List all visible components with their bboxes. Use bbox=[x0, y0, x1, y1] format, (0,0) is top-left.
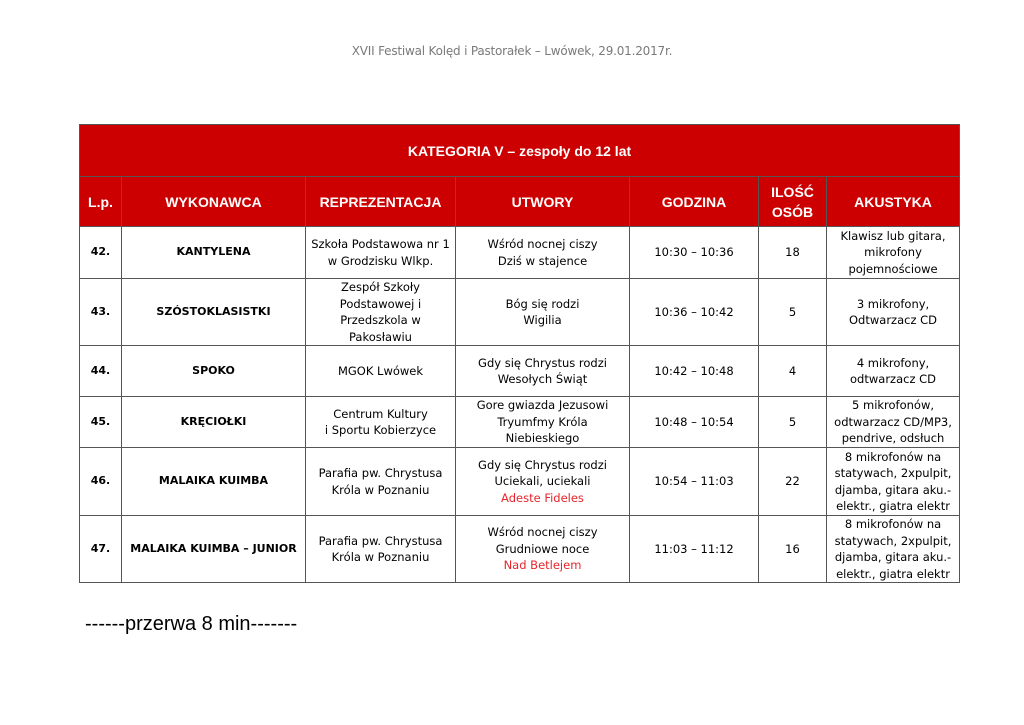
cell-representation bbox=[306, 516, 456, 583]
acoustics-line: elektr., giatra elektr bbox=[836, 499, 950, 513]
cell-songs bbox=[456, 279, 630, 346]
table-row bbox=[80, 279, 960, 346]
cell-performer: MALAIKA KUIMBA – JUNIOR bbox=[122, 516, 306, 583]
acoustics-line: odtwarzacz CD/MP3, bbox=[834, 414, 952, 429]
acoustics-line: 5 mikrofonów, bbox=[852, 398, 935, 413]
cell-time: 11:03 – 11:12 bbox=[630, 516, 759, 583]
rep-line: Króla w Poznaniu bbox=[331, 482, 430, 497]
column-header-row bbox=[80, 177, 960, 227]
cell-acoustics bbox=[827, 346, 960, 397]
cell-performer: KANTYLENA bbox=[122, 227, 306, 279]
category-title: KATEGORIA V – zespoły do 12 lat bbox=[80, 125, 960, 177]
table-row bbox=[80, 448, 960, 516]
rep-line: Parafia pw. Chrystusa bbox=[318, 466, 443, 480]
rep-line: w Grodzisku Wlkp. bbox=[327, 253, 434, 268]
cell-songs bbox=[456, 346, 630, 397]
cell-time: 10:48 – 10:54 bbox=[630, 397, 759, 448]
table-row bbox=[80, 227, 960, 279]
cell-songs bbox=[456, 227, 630, 279]
song-line: Gore gwiazda Jezusowi bbox=[476, 398, 609, 413]
acoustics-line: Odtwarzacz CD bbox=[849, 313, 938, 327]
cell-persons: 5 bbox=[759, 279, 827, 346]
col-header-lp: L.p. bbox=[80, 177, 122, 227]
song-line: Wśród nocnej ciszy bbox=[487, 237, 598, 251]
song-line-highlighted: Nad Betlejem bbox=[503, 558, 582, 573]
song-line: Gdy się Chrystus rodzi bbox=[478, 355, 607, 370]
cell-acoustics bbox=[827, 516, 960, 583]
acoustics-line: 8 mikrofonów na bbox=[844, 517, 942, 531]
cell-lp: 43. bbox=[80, 279, 122, 346]
cell-acoustics bbox=[827, 227, 960, 279]
cell-acoustics bbox=[827, 279, 960, 346]
song-line: Wśród nocnej ciszy bbox=[487, 525, 598, 540]
cell-time: 10:54 – 11:03 bbox=[630, 448, 759, 516]
acoustics-line: 3 mikrofony, bbox=[856, 296, 930, 311]
cell-songs bbox=[456, 516, 630, 583]
table-row bbox=[80, 516, 960, 583]
cell-performer: SPOKO bbox=[122, 346, 306, 397]
cell-performer: SZÓSTOKLASISTKI bbox=[122, 279, 306, 346]
acoustics-line: 4 mikrofony, bbox=[856, 355, 930, 370]
col-header-representation: REPREZENTACJA bbox=[306, 177, 456, 227]
category-row bbox=[80, 125, 960, 177]
cell-lp: 44. bbox=[80, 346, 122, 397]
break-note: ------przerwa 8 min------- bbox=[85, 613, 298, 635]
cell-lp: 45. bbox=[80, 397, 122, 448]
rep-line: Króla w Poznaniu bbox=[331, 550, 430, 564]
cell-time: 10:30 – 10:36 bbox=[630, 227, 759, 279]
acoustics-line: mikrofony bbox=[864, 245, 922, 260]
rep-line: Parafia pw. Chrystusa bbox=[318, 533, 443, 548]
acoustics-line: statywach, 2xpulpit, bbox=[834, 466, 952, 480]
song-line: Dziś w stajence bbox=[497, 253, 588, 268]
cell-songs bbox=[456, 397, 630, 448]
acoustics-line: djamba, gitara aku.- bbox=[834, 482, 952, 497]
acoustics-line: djamba, gitara aku.- bbox=[834, 550, 952, 564]
cell-lp: 46. bbox=[80, 448, 122, 516]
cell-representation bbox=[306, 448, 456, 516]
cell-acoustics bbox=[827, 397, 960, 448]
table-row bbox=[80, 346, 960, 397]
song-line-highlighted: Adeste Fideles bbox=[501, 490, 584, 505]
cell-persons: 4 bbox=[759, 346, 827, 397]
cell-lp: 47. bbox=[80, 516, 122, 583]
acoustics-line: Klawisz lub gitara, bbox=[840, 228, 946, 243]
song-line: Grudniowe noce bbox=[495, 541, 590, 556]
cell-persons: 22 bbox=[759, 448, 827, 516]
song-line: Gdy się Chrystus rodzi bbox=[478, 457, 607, 472]
acoustics-line: statywach, 2xpulpit, bbox=[834, 533, 952, 548]
cell-performer: MALAIKA KUIMBA bbox=[122, 448, 306, 516]
rep-line: i Sportu Kobierzyce bbox=[324, 423, 437, 437]
page-header: XVII Festiwal Kolęd i Pastorałek – Lwówek, 29.01.2017r. bbox=[351, 44, 673, 58]
acoustics-line: pendrive, odsłuch bbox=[841, 431, 945, 446]
schedule-table bbox=[79, 124, 960, 583]
song-line: Tryumfmy Króla Niebieskiego bbox=[497, 414, 588, 446]
col-header-persons-line1: ILOŚĆ bbox=[771, 183, 814, 200]
acoustics-line: 8 mikrofonów na bbox=[844, 449, 942, 464]
cell-representation bbox=[306, 397, 456, 448]
table-row bbox=[80, 397, 960, 448]
cell-representation bbox=[306, 227, 456, 279]
acoustics-line: pojemnościowe bbox=[848, 261, 938, 276]
acoustics-line: elektr., giatra elektr bbox=[836, 566, 950, 581]
cell-performer: KRĘCIOŁKI bbox=[122, 397, 306, 448]
song-line: Uciekali, uciekali bbox=[494, 474, 591, 489]
rep-line: MGOK Lwówek bbox=[337, 363, 424, 378]
col-header-acoustics: AKUSTYKA bbox=[827, 177, 960, 227]
acoustics-line: odtwarzacz CD bbox=[850, 372, 937, 386]
col-header-songs: UTWORY bbox=[456, 177, 630, 227]
cell-persons: 18 bbox=[759, 227, 827, 279]
rep-line: Przedszkola w Pakosławiu bbox=[340, 313, 421, 344]
cell-acoustics bbox=[827, 448, 960, 516]
rep-line: Centrum Kultury bbox=[333, 406, 428, 421]
cell-representation bbox=[306, 279, 456, 346]
rep-line: Podstawowej i bbox=[339, 296, 422, 311]
cell-time: 10:42 – 10:48 bbox=[630, 346, 759, 397]
cell-time: 10:36 – 10:42 bbox=[630, 279, 759, 346]
cell-songs bbox=[456, 448, 630, 516]
col-header-performer: WYKONAWCA bbox=[122, 177, 306, 227]
cell-representation bbox=[306, 346, 456, 397]
song-line: Wesołych Świąt bbox=[497, 372, 588, 386]
col-header-persons bbox=[759, 177, 827, 227]
cell-persons: 5 bbox=[759, 397, 827, 448]
song-line: Bóg się rodzi bbox=[505, 296, 580, 311]
rep-line: Szkoła Podstawowa nr 1 bbox=[311, 237, 450, 251]
cell-persons: 16 bbox=[759, 516, 827, 583]
rep-line: Zespół Szkoły bbox=[341, 280, 420, 294]
cell-lp: 42. bbox=[80, 227, 122, 279]
col-header-time: GODZINA bbox=[630, 177, 759, 227]
col-header-persons-line2: OSÓB bbox=[771, 203, 814, 220]
song-line: Wigilia bbox=[523, 313, 562, 327]
